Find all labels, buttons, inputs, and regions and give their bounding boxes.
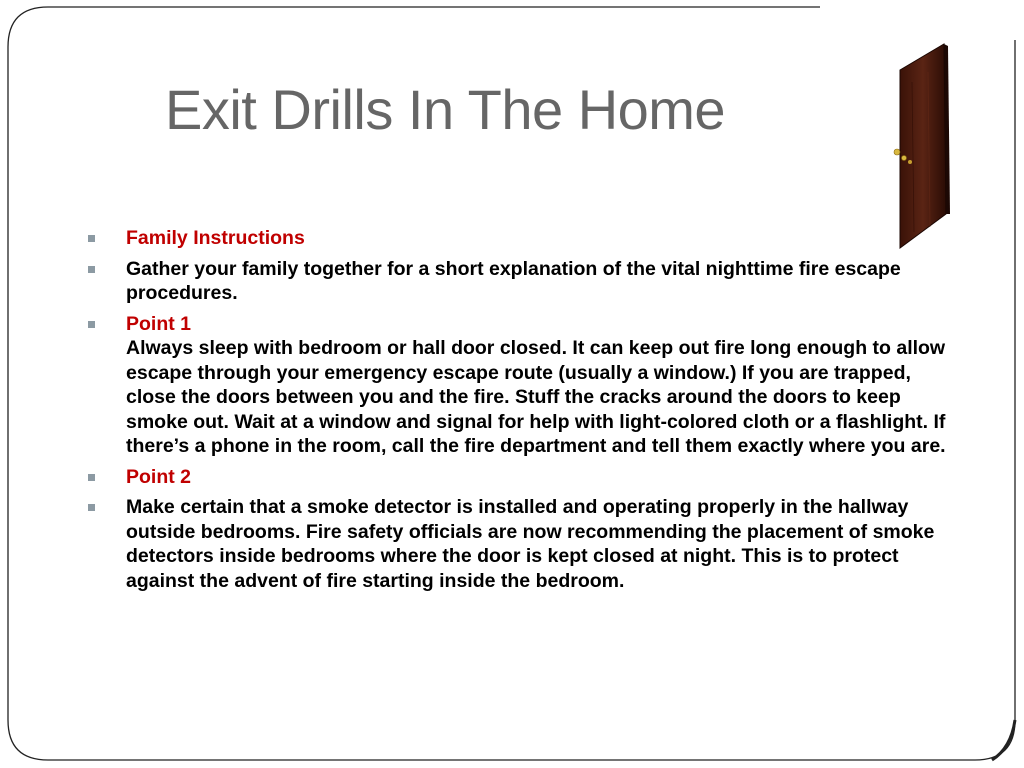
bullet-list [88, 226, 948, 599]
bullet-heading: Family Instructions [126, 227, 305, 249]
bullet-point-2 [88, 465, 948, 490]
bullet-marker [88, 504, 95, 511]
bullet-marker [88, 474, 95, 481]
bullet-point-1 [88, 312, 948, 459]
bullet-gather-family [88, 257, 948, 306]
bullet-marker [88, 321, 95, 328]
bullet-text: Make certain that a smoke detector is installed and operating properly in the hallway outside bedrooms. Fire safety officials are now recommending the placement of smoke detectors inside bedrooms where the door is kept closed at night. This is to protect against the advent of fire starting inside the bedroom. [126, 496, 935, 592]
bullet-marker [88, 266, 95, 273]
bullet-heading: Point 1 [126, 312, 192, 335]
bullet-heading: Point 2 [126, 465, 192, 488]
bullet-text: Always sleep with bedroom or hall door closed. It can keep out fire long enough to allow escape through your emergency escape route (usually a window.) If you are trapped, close the doors between you and the fire. Stuff the cracks around the doors to keep smoke out. Wait at a window and signal for help with light-colored cloth or a flashlight. If there’s a phone in the room, call the fire department and tell them exactly where you are. [126, 337, 946, 457]
door-icon [888, 42, 952, 252]
bullet-family-instructions [88, 226, 948, 251]
bullet-text: Gather your family together for a short explanation of the vital nighttime fire escape procedures. [126, 257, 901, 304]
bullet-smoke-detector [88, 495, 948, 593]
slide-title: Exit Drills In The Home [165, 78, 726, 141]
bullet-marker [88, 235, 95, 242]
